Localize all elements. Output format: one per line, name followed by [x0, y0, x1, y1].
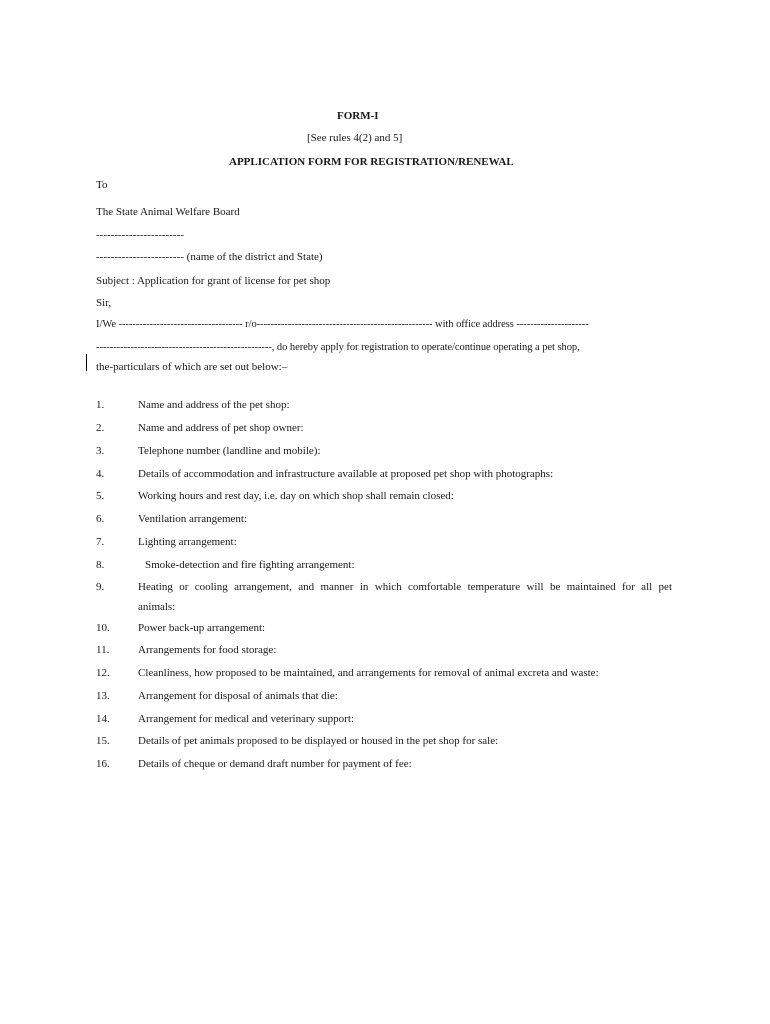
item-number: 13.	[96, 690, 110, 702]
item-text: Arrangement for medical and veterinary support:	[138, 713, 354, 725]
body-line-1: I/We ------------------------------------ r/o--------------------------------------------------- with office address ---------------------	[96, 319, 589, 330]
item-text: Smoke-detection and fire fighting arrangement:	[145, 559, 355, 571]
address-board: The State Animal Welfare Board	[96, 206, 240, 218]
salutation: Sir,	[96, 297, 112, 309]
item-number: 8.	[96, 559, 105, 571]
form-heading: APPLICATION FORM FOR REGISTRATION/RENEWAL	[229, 156, 514, 168]
item-number: 1.	[96, 399, 105, 411]
address-to: To	[96, 179, 108, 191]
item-number: 5.	[96, 490, 105, 502]
item-text: Telephone number (landline and mobile):	[138, 445, 321, 457]
item-text: Arrangement for disposal of animals that die:	[138, 690, 338, 702]
item-text: Ventilation arrangement:	[138, 513, 248, 525]
item-number: 14.	[96, 713, 110, 725]
address-blank-line: ------------------------	[96, 229, 184, 241]
item-text: Lighting arrangement:	[138, 536, 237, 548]
address-district-line: ------------------------ (name of the district and State)	[96, 251, 323, 263]
subject-line: Subject : Application for grant of license for pet shop	[96, 275, 331, 287]
item-number: 7.	[96, 536, 105, 548]
item-text-continued: animals:	[138, 601, 176, 613]
item-text: Name and address of pet shop owner:	[138, 422, 304, 434]
item-text: Details of accommodation and infrastructure available at proposed pet shop with photographs:	[138, 468, 554, 480]
item-text: Name and address of the pet shop:	[138, 399, 290, 411]
item-number: 4.	[96, 468, 105, 480]
body-line-2: ---------------------------------------------------, do hereby apply for registration to operate/continue operating a pet shop,	[96, 342, 580, 353]
item-number: 10.	[96, 622, 110, 634]
item-number: 2.	[96, 422, 105, 434]
form-rules-reference: [See rules 4(2) and 5]	[307, 132, 403, 144]
item-number: 3.	[96, 445, 105, 457]
item-text: Working hours and rest day, i.e. day on which shop shall remain closed:	[138, 490, 454, 502]
item-text: Heating or cooling arrangement, and manner in which comfortable temperature will be maintained for all pet	[138, 581, 672, 593]
item-number: 6.	[96, 513, 105, 525]
form-title: FORM-I	[337, 110, 379, 122]
item-text: Cleanliness, how proposed to be maintained, and arrangements for removal of animal excreta and waste:	[138, 667, 599, 679]
item-number: 11.	[96, 644, 110, 656]
item-text: Power back-up arrangement:	[138, 622, 266, 634]
item-number: 16.	[96, 758, 110, 770]
item-number: 15.	[96, 735, 110, 747]
text-cursor	[86, 354, 87, 371]
item-number: 12.	[96, 667, 110, 679]
item-number: 9.	[96, 581, 105, 593]
item-text: Arrangements for food storage:	[138, 644, 277, 656]
item-text: Details of pet animals proposed to be displayed or housed in the pet shop for sale:	[138, 735, 499, 747]
item-text: Details of cheque or demand draft number for payment of fee:	[138, 758, 412, 770]
body-line-3: the-particulars of which are set out below:–	[96, 361, 288, 373]
